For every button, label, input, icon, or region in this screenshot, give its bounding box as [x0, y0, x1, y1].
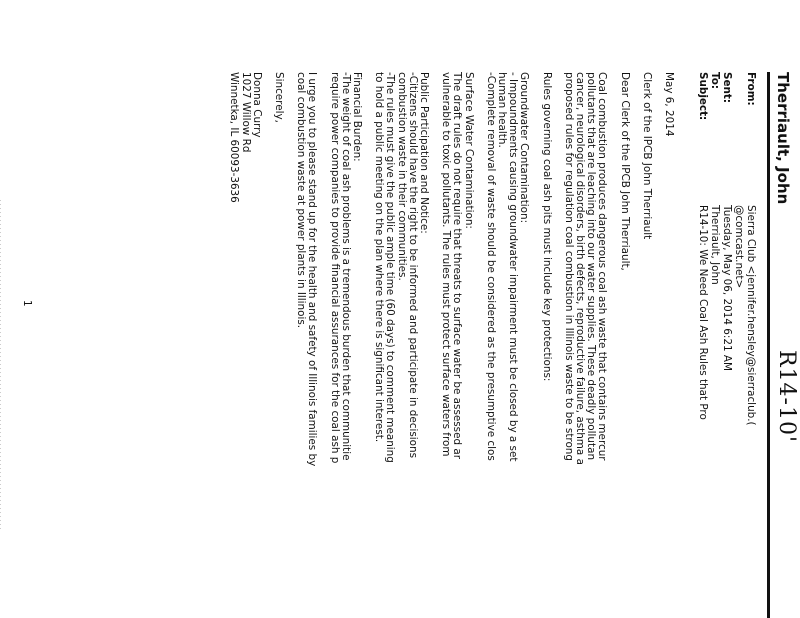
section-heading: Financial Burden: [350, 72, 363, 162]
intro-line: proposed rules for regulation coal combustion in Illinois waste to be strong [562, 72, 575, 461]
section-line: require power companies to provide financial assurances for the coal ash p [328, 72, 341, 464]
section-line: The draft rules do not require that threats to surface water be assessed ar [451, 72, 464, 460]
intro-paragraph [563, 72, 608, 618]
intro-line: Coal combustion produces dangerous coal ash waste that contains mercur [596, 72, 609, 461]
section-surface-water [440, 72, 474, 618]
sent-label: Sent: [721, 72, 733, 104]
section-financial-burden [328, 72, 362, 618]
from-value: Sierra Club <jennifer.hensley@sierraclub.( [745, 205, 757, 426]
letter-salutation: Dear Clerk of the IPCB John Therriault, [618, 72, 631, 271]
signature-street: 1027 Willow Rd [239, 72, 252, 153]
signature-name: Donna Curry [250, 72, 263, 138]
header-rule [767, 72, 770, 618]
to-value: Therriault, John [709, 205, 721, 285]
signoff: Sincerely, [272, 72, 285, 123]
from-label: From: [745, 72, 757, 106]
section-heading: Public Participation and Notice: [417, 72, 430, 234]
section-line: -Complete removal of waste should be considered as the presumptive clos [484, 72, 497, 461]
closing-line: I urge you to please stand up for the health and safety of Illinois families by [306, 72, 319, 467]
letter-date: May 6, 2014 [663, 72, 675, 137]
section-line: -The weight of coal ash problems is a tremendous burden that communitie [339, 72, 352, 461]
sender-name-heading: Therriault, John [774, 72, 792, 205]
section-public-participation [373, 72, 429, 618]
section-heading: Surface Water Contamination: [462, 72, 475, 229]
section-line: -Citizens should have the right to be informed and participate in decisions [406, 72, 419, 459]
section-line: vulnerable to toxic pollutants. The rules must protect surface waters from [440, 72, 453, 457]
docket-stamp: R14-10' [774, 350, 799, 444]
subject-label: Subject: [697, 72, 709, 121]
page-number: 1 [21, 300, 33, 307]
section-groundwater [485, 72, 530, 618]
letter-body [228, 72, 674, 618]
section-line: -The rules must give the public ample time (60 days) to comment meaning [384, 72, 397, 463]
section-heading: Groundwater Contamination: [518, 72, 531, 224]
sent-value: Tuesday, May 06, 2014 6:21 AM [721, 205, 733, 371]
section-line: to hold a public meeting on the plan where there is significant interest. [373, 72, 386, 443]
from-value-continued: @comcast.net> [733, 205, 745, 289]
section-line: human health. [495, 72, 508, 148]
intro-line: pollutants that are leaching into our water supplies. These deadly pollutan [585, 72, 598, 461]
to-label: To: [709, 72, 721, 90]
closing-line: coal combustion waste at power plants in Illinois. [295, 72, 308, 329]
intro-line: cancer, neurological disorders, birth defects, reproductive failure, asthma a [573, 72, 586, 465]
closing-paragraph [295, 72, 317, 618]
section-line: combustion waste in their communities. [395, 72, 408, 281]
section-line: - Impoundments causing groundwater impairment must be closed by a set [507, 72, 520, 462]
signature-city: Winnetka, IL 60093-3636 [228, 72, 241, 203]
letter-recipient: Clerk of the IPCB John Therriault [640, 72, 653, 240]
rules-intro: Rules governing coal ash pits must include key protections: [540, 72, 553, 382]
subject-value: R14-10: We Need Coal Ash Rules that Pro [697, 205, 709, 420]
